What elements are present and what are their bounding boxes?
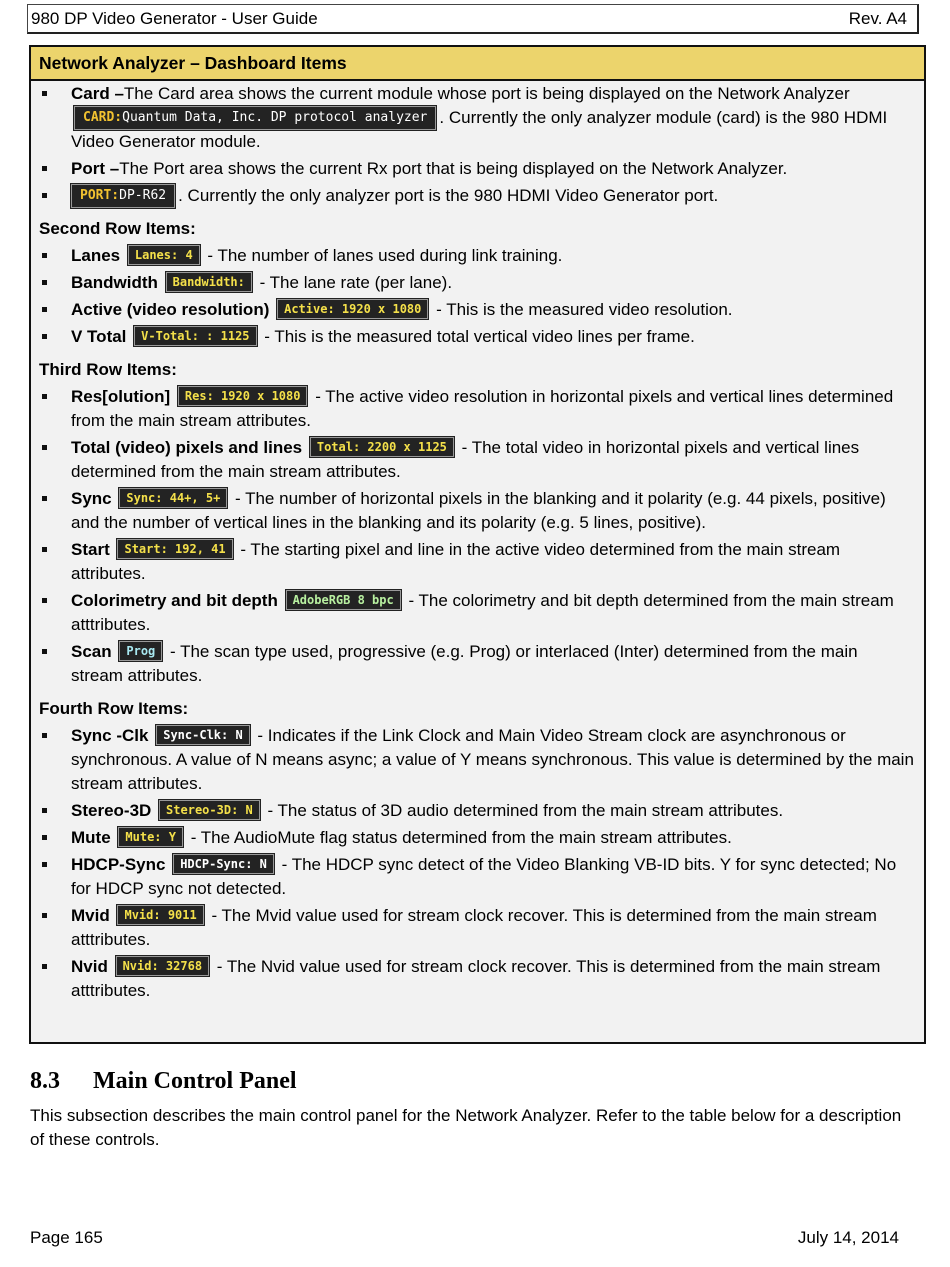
item-term: Scan xyxy=(71,642,112,661)
item-text: - This is the measured total vertical video lines per frame. xyxy=(259,327,695,346)
third-row-list xyxy=(39,385,914,688)
item-term: Res[olution] xyxy=(71,387,171,406)
item-term: V Total xyxy=(71,327,127,346)
item-term: Lanes xyxy=(71,246,121,265)
item-text: The Port area shows the current Rx port that is being displayed on the Network Analyzer. xyxy=(119,159,788,178)
list-item xyxy=(39,244,914,268)
item-text: - The status of 3D audio determined from the main stream attributes. xyxy=(262,801,784,820)
item-text: - The starting pixel and line in the active video determined from the main stream attributes. xyxy=(71,540,841,583)
list-item-port xyxy=(39,157,914,181)
section-heading xyxy=(30,1068,297,1095)
chip-value: Quantum Data, Inc. DP protocol analyzer xyxy=(122,110,428,125)
item-text: - The HDCP sync detect of the Video Blanking VB-ID bits. Y for sync detected; No for HDCP sync not detected. xyxy=(71,855,897,898)
item-text: - The Mvid value used for stream clock recover. This is determined from the main stream atttributes. xyxy=(71,906,877,949)
value-chip: AdobeRGB 8 bpc xyxy=(286,590,401,610)
list-item xyxy=(39,436,914,484)
item-text: The Card area shows the current module whose port is being displayed on the Network Analyzer xyxy=(123,84,850,103)
list-item-port-chip xyxy=(39,184,914,208)
item-term: Mvid xyxy=(71,906,110,925)
value-chip: Bandwidth: xyxy=(166,272,252,292)
chip-value: DP-R62 xyxy=(119,188,167,203)
item-text: - The active video resolution in horizontal pixels and vertical lines determined from the main stream attributes. xyxy=(71,387,894,430)
item-text: - The Nvid value used for stream clock recover. This is determined from the main stream atttributes. xyxy=(71,957,881,1000)
revision-label: Rev. A4 xyxy=(848,8,907,28)
item-term: Start xyxy=(71,540,110,559)
page-number: Page 165 xyxy=(30,1228,103,1247)
item-term: Total (video) pixels and lines xyxy=(71,438,303,457)
list-item xyxy=(39,325,914,349)
page-header xyxy=(27,4,919,34)
item-term: Card – xyxy=(71,84,124,103)
value-chip: Lanes: 4 xyxy=(128,245,200,265)
value-chip: Active: 1920 x 1080 xyxy=(277,299,428,319)
item-term: Port – xyxy=(71,159,120,178)
item-text: - The scan type used, progressive (e.g. Prog) or interlaced (Inter) determined from the main stream attributes. xyxy=(71,642,858,685)
value-chip: Nvid: 32768 xyxy=(116,956,209,976)
item-term: Bandwidth xyxy=(71,273,158,292)
value-chip: Total: 2200 x 1125 xyxy=(310,437,454,457)
chip-label: PORT: xyxy=(80,188,120,203)
list-item xyxy=(39,724,914,796)
port-chip xyxy=(71,184,175,208)
value-chip: HDCP-Sync: N xyxy=(173,854,274,874)
item-term: Sync xyxy=(71,489,112,508)
item-text: - The number of lanes used during link training. xyxy=(202,246,563,265)
chip-label: CARD: xyxy=(83,110,123,125)
list-item xyxy=(39,271,914,295)
list-item xyxy=(39,955,914,1003)
list-item xyxy=(39,904,914,952)
section-title: Main Control Panel xyxy=(93,1068,297,1094)
item-text: - This is the measured video resolution. xyxy=(431,300,733,319)
card-chip xyxy=(74,106,436,130)
item-term: Active (video resolution) xyxy=(71,300,270,319)
value-chip: Mute: Y xyxy=(118,827,183,847)
item-term: Colorimetry and bit depth xyxy=(71,591,278,610)
item-text: - Indicates if the Link Clock and Main Video Stream clock are asynchronous or synchronous. A value of N means async; a value of Y means synchronous. This value is determined by the main stream attributes. xyxy=(71,726,914,793)
item-text: . Currently the only analyzer port is the 980 HDMI Video Generator port. xyxy=(178,186,719,205)
fourth-row-heading: Fourth Row Items: xyxy=(39,699,189,718)
fourth-row-list xyxy=(39,724,914,1003)
list-item xyxy=(39,853,914,901)
section-paragraph: This subsection describes the main control panel for the Network Analyzer. Refer to the table below for a description of these controls. xyxy=(30,1106,902,1149)
list-item xyxy=(39,640,914,688)
value-chip: V-Total: : 1125 xyxy=(134,326,256,346)
list-item-card xyxy=(39,82,914,154)
value-chip: Stereo-3D: N xyxy=(159,800,260,820)
item-text: . Currently the only analyzer module (card) is the 980 HDMI Video Generator module. xyxy=(71,108,888,151)
list-item xyxy=(39,487,914,535)
value-chip: Res: 1920 x 1080 xyxy=(178,386,308,406)
item-term: HDCP-Sync xyxy=(71,855,166,874)
value-chip: Sync-Clk: N xyxy=(156,725,249,745)
footer-date: July 14, 2014 xyxy=(797,1228,899,1247)
list-item xyxy=(39,799,914,823)
item-text: - The total video in horizontal pixels and vertical lines determined from the main stream attributes. xyxy=(71,438,860,481)
table-body xyxy=(31,81,924,1003)
list-item xyxy=(39,385,914,433)
item-text: - The AudioMute flag status determined from the main stream attributes. xyxy=(185,828,732,847)
section-number: 8.3 xyxy=(30,1068,60,1094)
list-item xyxy=(39,538,914,586)
list-item xyxy=(39,589,914,637)
value-chip: Mvid: 9011 xyxy=(117,905,203,925)
table-title: Network Analyzer – Dashboard Items xyxy=(31,47,924,81)
dashboard-items-table xyxy=(29,45,926,1044)
value-chip: Start: 192, 41 xyxy=(117,539,232,559)
item-text: - The number of horizontal pixels in the blanking and it polarity (e.g. 44 pixels, positive) and the number of vertical lines in the blanking and its polarity (e.g. 5 lines, positive). xyxy=(71,489,886,532)
list-item xyxy=(39,298,914,322)
item-term: Mute xyxy=(71,828,111,847)
item-text: - The colorimetry and bit depth determined from the main stream atttributes. xyxy=(71,591,894,634)
list-item xyxy=(39,826,914,850)
second-row-heading: Second Row Items: xyxy=(39,219,196,238)
third-row-heading: Third Row Items: xyxy=(39,360,177,379)
second-row-list xyxy=(39,244,914,349)
item-term: Stereo-3D xyxy=(71,801,152,820)
value-chip: Prog xyxy=(119,641,162,661)
item-text: - The lane rate (per lane). xyxy=(254,273,453,292)
item-term: Sync -Clk xyxy=(71,726,149,745)
document-title: 980 DP Video Generator - User Guide xyxy=(31,8,318,28)
item-term: Nvid xyxy=(71,957,108,976)
value-chip: Sync: 44+, 5+ xyxy=(119,488,227,508)
